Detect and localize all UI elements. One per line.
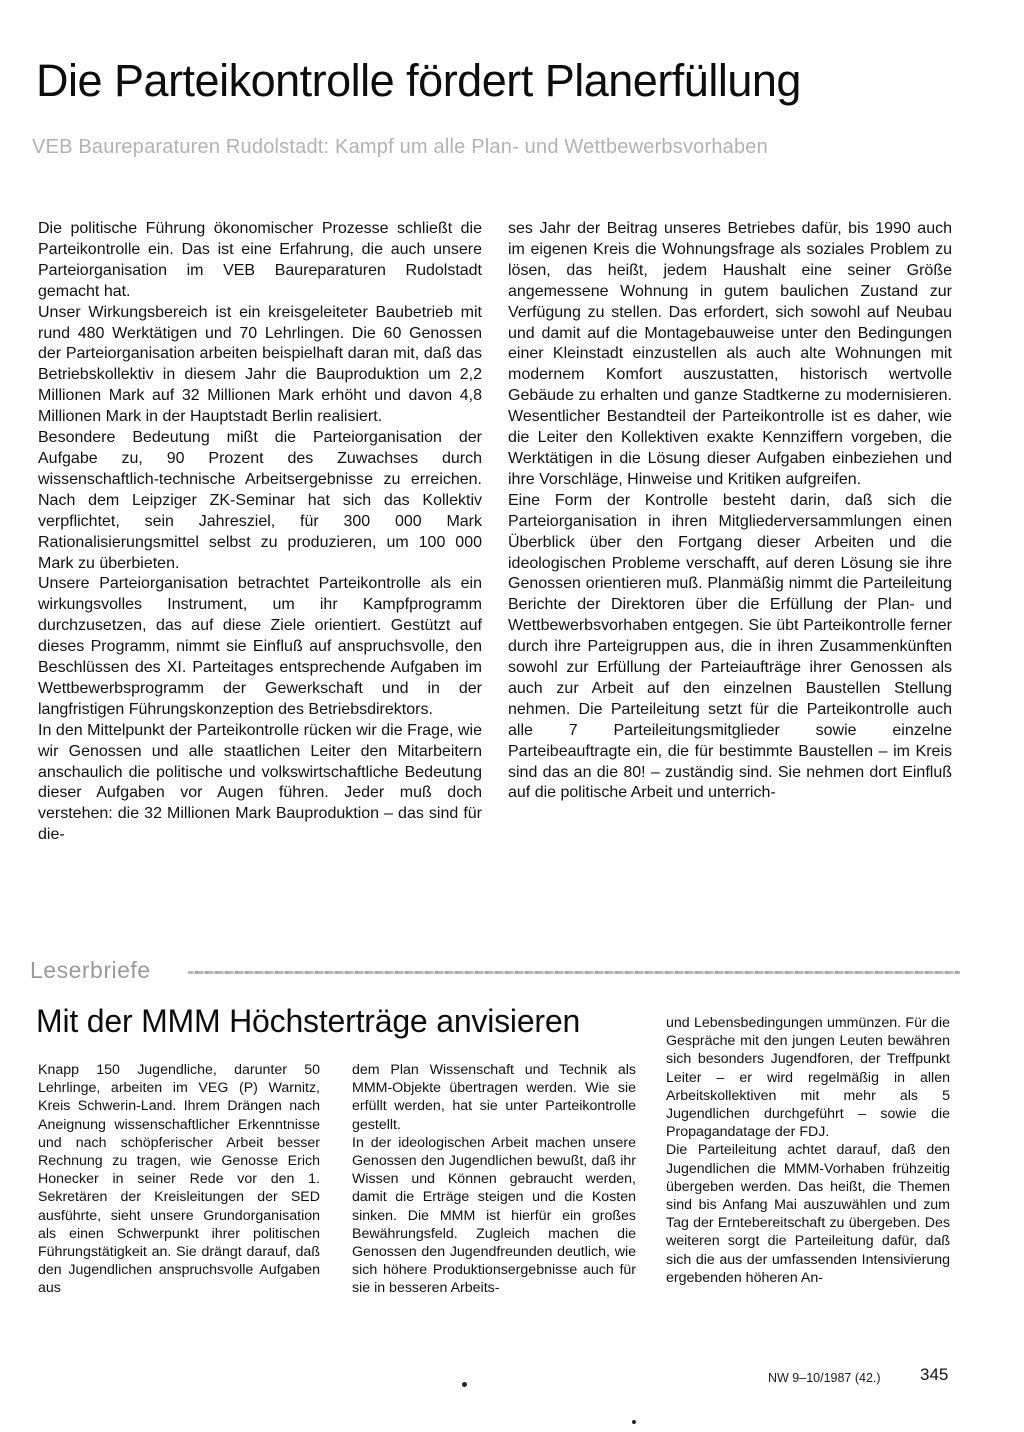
- page-number: 345: [920, 1365, 949, 1384]
- article-left-column: [38, 219, 482, 846]
- section-header: [30, 956, 960, 984]
- issue-reference: NW 9–10/1987 (42.): [768, 1371, 881, 1385]
- paragraph: Besondere Bedeutung mißt die Parteiorganisation der Aufgabe zu, 90 Prozent des Zuwachses durch wissenschaftlich-technische Arbeitsergebnisse zu erreichen. Nach dem Leipziger ZK-Seminar hat sich das Kollektiv verpflichtet, sein Jahresziel, für 300 000 Mark Rationalisierungsmittel selbst zu produzieren, um 100 000 Mark zu überbieten.: [38, 429, 482, 572]
- article-subheadline: VEB Baureparaturen Rudolstadt: Kampf um alle Plan- und Wettbewerbsvorhaben: [32, 136, 768, 158]
- print-speck: [462, 1382, 467, 1387]
- article-headline: Die Parteikontrolle fördert Planerfüllung: [36, 55, 801, 106]
- paragraph: Unsere Parteiorganisation betrachtet Parteikontrolle als ein wirkungsvolles Instrument, um ihr Kampfprogramm durchzusetzen, das auf diese Ziele orientiert. Gestützt auf dieses Programm, nimmt sie Einfluß auf anspruchsvolle, den Beschlüssen des XI. Parteitages entsprechende Aufgaben im Wettbewerbsprogramm der Gewerkschaft und in der langfristigen Führungskonzeption des Betriebsdirektors.: [38, 575, 482, 718]
- section-divider: [188, 971, 960, 974]
- paragraph: ses Jahr der Beitrag unseres Betriebes dafür, bis 1990 auch im eigenen Kreis die Wohnungsfrage als soziales Problem zu lösen, das heißt, jedem Haushalt eine seiner Größe angemessene Wohnung in gutem baulichen Zustand zur Verfügung zu stellen. Das erfordert, sich sowohl auf Neubau und damit auf die Montagebauweise unter den Bedingungen einer Kleinstadt einzustellen als auch alte Wohnungen mit modernem Komfort auszustatten, historisch wertvolle Gebäude zu erhalten und ganze Stadtkerne zu modernisieren. Wesentlicher Bestandteil der Parteikontrolle ist es daher, wie die Leiter den Kollektiven exakte Kennziffern vorgeben, die Werktätigen in die Lösung dieser Aufgaben einbeziehen und ihre Vorschläge, Hinweise und Kritiken aufgreifen.: [508, 220, 952, 488]
- paragraph: und Lebensbedingungen ummünzen. Für die Gespräche mit den jungen Leuten bewähren sich besonders Jugendforen, der Treffpunkt Leiter – er wird regelmäßig in allen Arbeitskollektiven mit mehr als 5 Jugendlichen durchgeführt – sowie die Propagandatage der FDJ.: [666, 1015, 950, 1141]
- paragraph: dem Plan Wissenschaft und Technik als MMM-Objekte übertragen werden. Wie sie erfüllt werden, hat sie unter Parteikontrolle gestellt.: [352, 1062, 636, 1133]
- letter-column-1: [38, 1061, 320, 1298]
- paragraph: Die Parteileitung achtet darauf, daß den Jugendlichen die MMM-Vorhaben frühzeitig übergeben werden. Das heißt, die Themen sind bis Anfang Mai auszuwählen und zum Tag der Erntebereitschaft zu übergeben. Des weiteren sorgt die Parteileitung dafür, daß sich die aus der umfassenden Intensivierung ergebenden höheren An-: [666, 1142, 950, 1286]
- paragraph: Die politische Führung ökonomischer Prozesse schließt die Parteikontrolle ein. Das ist eine Erfahrung, die auch unsere Parteiorganisation im VEB Baureparaturen Rudolstadt gemacht hat.: [38, 220, 482, 300]
- letter-column-3: [666, 1014, 950, 1287]
- section-label: Leserbriefe: [30, 957, 151, 983]
- paragraph: Eine Form der Kontrolle besteht darin, daß sich die Parteiorganisation in ihren Mitgliederversammlungen einen Überblick über den Fortgang dieser Arbeiten und die ideologischen Probleme verschafft, auf deren Lösung sie ihre Genossen orientieren muß. Planmäßig nimmt die Parteileitung Berichte der Direktoren über die Erfüllung der Plan- und Wettbewerbsvorhaben entgegen. Sie übt Parteikontrolle ferner durch ihre Parteigruppen aus, die in ihren Zusammenkünften sowohl zur Erfüllung der Parteiaufträge ihrer Genossen als auch zur Arbeit auf den einzelnen Baustellen Stellung nehmen. Die Parteileitung setzt für die Parteikontrolle auch alle 7 Parteileitungsmitglieder sowie einzelne Parteibeauftragte ein, die für bestimmte Baustellen – im Kreis sind das an die 80! – zuständig sind. Sie nehmen dort Einfluß auf die politische Arbeit und unterrich-: [508, 491, 952, 802]
- letter-headline: Mit der MMM Höchsterträge anvisieren: [36, 1003, 581, 1039]
- print-speck: [632, 1420, 636, 1424]
- paragraph: In den Mittelpunkt der Parteikontrolle rücken wir die Frage, wie wir Genossen und alle staatlichen Leiter den Mitarbeitern anschaulich die politische und volkswirtschaftliche Bedeutung dieser Aufgaben vor Augen führen. Jeder muß doch verstehen: die 32 Millionen Mark Bauproduktion – das sind für die-: [38, 721, 482, 844]
- paragraph: Knapp 150 Jugendliche, darunter 50 Lehrlinge, arbeiten im VEG (P) Warnitz, Kreis Schwerin-Land. Ihrem Drängen nach Aneignung wissenschaftlicher Erkenntnisse und nach schöpferischer Arbeit besser Rechnung zu tragen, wie Genosse Erich Honecker in seiner Rede vor den 1. Sekretären der Kreisleitungen der SED ausführte, sieht unsere Grundorganisation als einen Schwerpunkt ihrer politischen Führungstätigkeit an. Sie drängt darauf, daß den Jugendlichen anspruchsvolle Aufgaben aus: [38, 1062, 320, 1297]
- letter-column-2: [352, 1061, 636, 1298]
- paragraph: Unser Wirkungsbereich ist ein kreisgeleiteter Baubetrieb mit rund 480 Werktätigen und 70 Lehrlingen. Die 60 Genossen der Parteiorganisation arbeiten beispielhaft daran mit, daß das Betriebskollektiv in diesem Jahr die Bauproduktion um 2,2 Millionen Mark auf 32 Millionen Mark erhöht und davon 4,8 Millionen Mark in der Hauptstadt Berlin realisiert.: [38, 303, 482, 426]
- article-right-column: [508, 219, 952, 804]
- paragraph: In der ideologischen Arbeit machen unsere Genossen den Jugendlichen bewußt, daß ihr Wissen und Können gebraucht werden, damit die Erträge steigen und die Kosten sinken. Die MMM ist hierfür ein großes Bewährungsfeld. Zugleich machen die Genossen den Jugendfreunden deutlich, wie sich höhere Produktionsergebnisse auch für sie in besseren Arbeits-: [352, 1134, 636, 1297]
